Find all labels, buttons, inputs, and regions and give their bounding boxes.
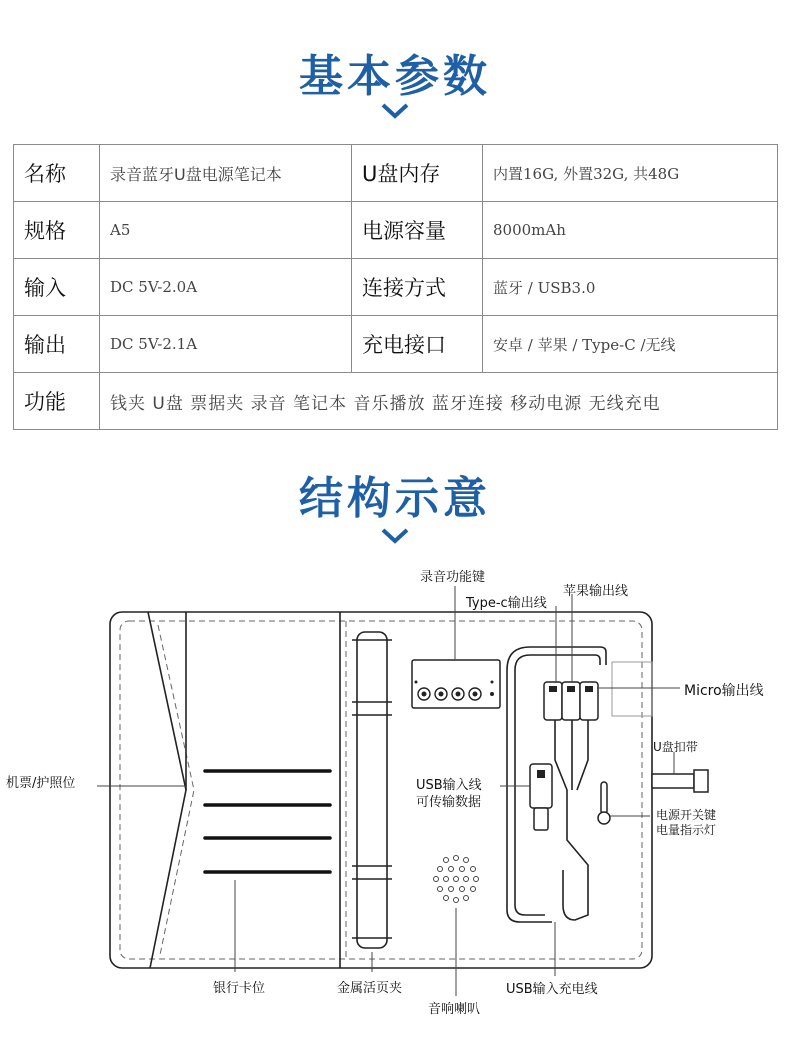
label-ticket-slot: 机票/护照位 (6, 776, 76, 791)
param-key: 功能 (14, 373, 100, 430)
param-value: 蓝牙 / USB3.0 (483, 259, 778, 316)
param-value: DC 5V-2.1A (100, 316, 352, 373)
table-row (14, 316, 778, 373)
chevron-down-icon (380, 102, 410, 120)
label-record-key: 录音功能键 (420, 570, 486, 585)
label-udisk-strap: U盘扣带 (653, 740, 698, 754)
param-value: 8000mAh (483, 202, 778, 259)
label-battery-indicator: 电量指示灯 (656, 823, 717, 837)
param-value: 安卓 / 苹果 / Type-C /无线 (483, 316, 778, 373)
label-usb-data: 可传输数据 (416, 795, 482, 810)
notebook-diagram (0, 560, 790, 1041)
label-speaker: 音响喇叭 (428, 1002, 481, 1017)
param-value: 录音蓝牙U盘电源笔记本 (100, 145, 352, 202)
structure-title: 结构示意 (299, 473, 491, 524)
param-key: U盘内存 (352, 145, 483, 202)
micro-port-box (612, 662, 652, 716)
label-apple-output: 苹果输出线 (563, 584, 629, 599)
table-row (14, 373, 778, 430)
param-key: 连接方式 (352, 259, 483, 316)
param-value: A5 (100, 202, 352, 259)
params-table (13, 144, 778, 430)
udisk-strap (652, 770, 708, 792)
label-power-key: 电源开关键 (656, 808, 717, 822)
label-usb-line: USB输入线 (416, 778, 482, 793)
param-value: 钱夹 U盘 票据夹 录音 笔记本 音乐播放 蓝牙连接 移动电源 无线充电 (100, 373, 778, 430)
label-bank-card: 银行卡位 (213, 981, 266, 996)
table-row (14, 259, 778, 316)
card-slots (205, 771, 330, 872)
table-row (14, 145, 778, 202)
power-key (598, 782, 610, 824)
notebook-outline (110, 612, 652, 968)
param-value: 内置16G, 外置32G, 共48G (483, 145, 778, 202)
param-key: 输入 (14, 259, 100, 316)
table-row (14, 202, 778, 259)
param-key: 输出 (14, 316, 100, 373)
label-metal-clip: 金属活页夹 (337, 981, 403, 996)
param-value: DC 5V-2.0A (100, 259, 352, 316)
metal-clip (352, 632, 392, 948)
record-key-panel (412, 660, 500, 708)
param-key: 电源容量 (352, 202, 483, 259)
param-key: 名称 (14, 145, 100, 202)
chevron-down-icon (380, 527, 410, 545)
params-title: 基本参数 (299, 51, 491, 102)
param-key: 充电接口 (352, 316, 483, 373)
speaker-grille (434, 856, 479, 903)
label-typec-output: Type-c输出线 (466, 596, 547, 611)
param-key: 规格 (14, 202, 100, 259)
label-micro-output: Micro输出线 (684, 683, 764, 699)
label-usb-charge: USB输入充电线 (506, 982, 598, 997)
